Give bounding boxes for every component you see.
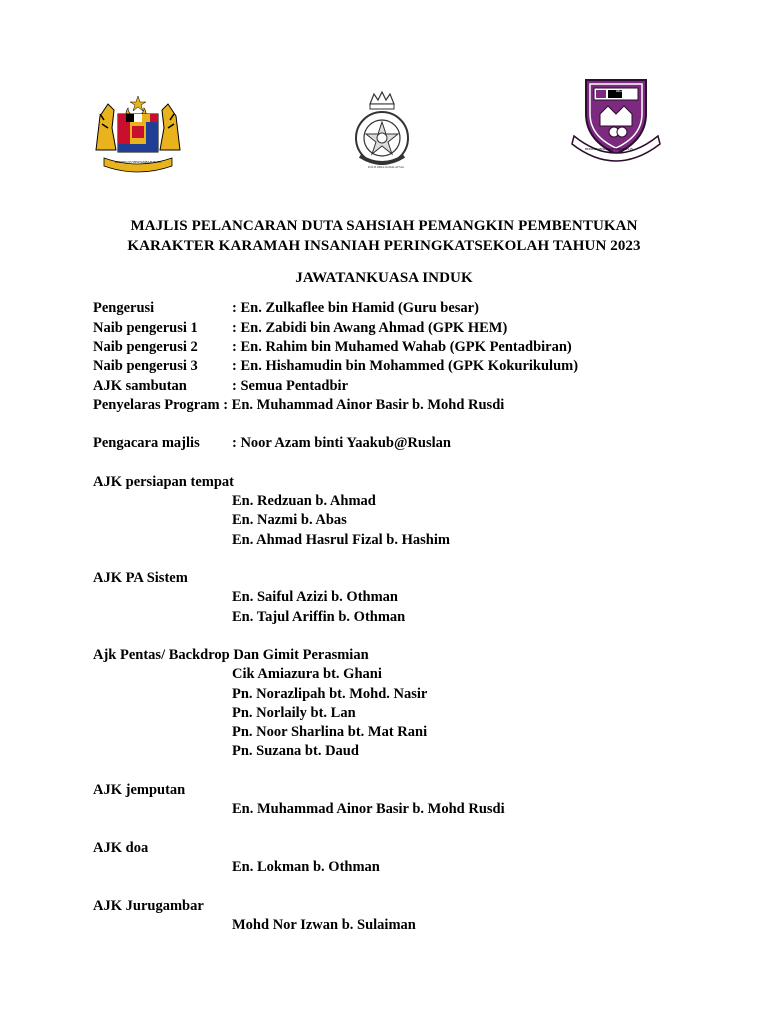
member-name: Pn. Norazlipah bt. Mohd. Nasir	[232, 686, 428, 702]
role-label: AJK sambutan	[93, 378, 187, 394]
member-name: En. Muhammad Ainor Basir b. Mohd Rusdi	[232, 801, 505, 817]
document-title-line-2: KARAKTER KARAMAH INSANIAH PERINGKATSEKOLAH TAHUN 2023	[127, 238, 641, 254]
section-heading-pentas: Ajk Pentas/ Backdrop Dan Gimit Perasmian	[93, 647, 369, 663]
role-holder: : En. Rahim bin Muhamed Wahab (GPK Pentadbiran)	[232, 339, 572, 355]
member-name: Pn. Norlaily bt. Lan	[232, 705, 356, 721]
section-heading-jurugambar: AJK Jurugambar	[93, 898, 204, 914]
member-name: En. Lokman b. Othman	[232, 859, 380, 875]
member-name: Cik Amiazura bt. Ghani	[232, 666, 382, 682]
role-holder: : Noor Azam binti Yaakub@Ruslan	[232, 435, 451, 451]
role-label: Pengerusi	[93, 300, 155, 316]
role-label: Pengacara majlis	[93, 435, 200, 451]
section-heading-persiapan: AJK persiapan tempat	[93, 474, 234, 490]
role-label: Penyelaras Program	[93, 397, 220, 413]
member-name: En. Redzuan b. Ahmad	[232, 493, 376, 509]
polis-diraja-malaysia-logo	[340, 90, 424, 174]
role-holder: : En. Hishamudin bin Mohammed (GPK Kokurikulum)	[232, 358, 579, 374]
role-holder: : En. Muhammad Ainor Basir b. Mohd Rusdi	[219, 397, 505, 413]
document-title-line-1: MAJLIS PELANCARAN DUTA SAHSIAH PEMANGKIN PEMBENTUKAN	[130, 218, 638, 234]
member-name: Pn. Noor Sharlina bt. Mat Rani	[232, 724, 428, 740]
role-label: Naib pengerusi 1	[93, 320, 198, 336]
role-label: Naib pengerusi 3	[93, 358, 198, 374]
member-name: En. Tajul Ariffin b. Othman	[232, 609, 406, 625]
committee-heading: JAWATANKUASA INDUK	[295, 270, 473, 286]
role-label: Naib pengerusi 2	[93, 339, 198, 355]
school-motto: BERILMU BERAMAL BERDISIPLIN	[585, 147, 633, 151]
member-name: En. Ahmad Hasrul Fizal b. Hashim	[232, 532, 450, 548]
role-holder: : En. Zulkaflee bin Hamid (Guru besar)	[232, 300, 479, 316]
role-holder: : Semua Pentadbir	[232, 378, 348, 394]
member-name: Pn. Suzana bt. Daud	[232, 743, 359, 759]
polis-motto: POLIS DIRAJA MALAYSIA	[368, 165, 404, 169]
member-name: En. Saiful Azizi b. Othman	[232, 589, 398, 605]
committee-row-penyelaras	[93, 395, 504, 415]
jata-motto: BERSEKUTU BERTAMBAH MUTU	[115, 160, 162, 164]
section-heading-jemputan: AJK jemputan	[93, 782, 186, 798]
member-name: Mohd Nor Izwan b. Sulaiman	[232, 917, 416, 933]
section-heading-doa: AJK doa	[93, 840, 149, 856]
section-heading-pa-sistem: AJK PA Sistem	[93, 570, 188, 586]
role-holder: : En. Zabidi bin Awang Ahmad (GPK HEM)	[232, 320, 508, 336]
school-top-label: ILMU	[616, 89, 630, 94]
member-name: En. Nazmi b. Abas	[232, 512, 347, 528]
